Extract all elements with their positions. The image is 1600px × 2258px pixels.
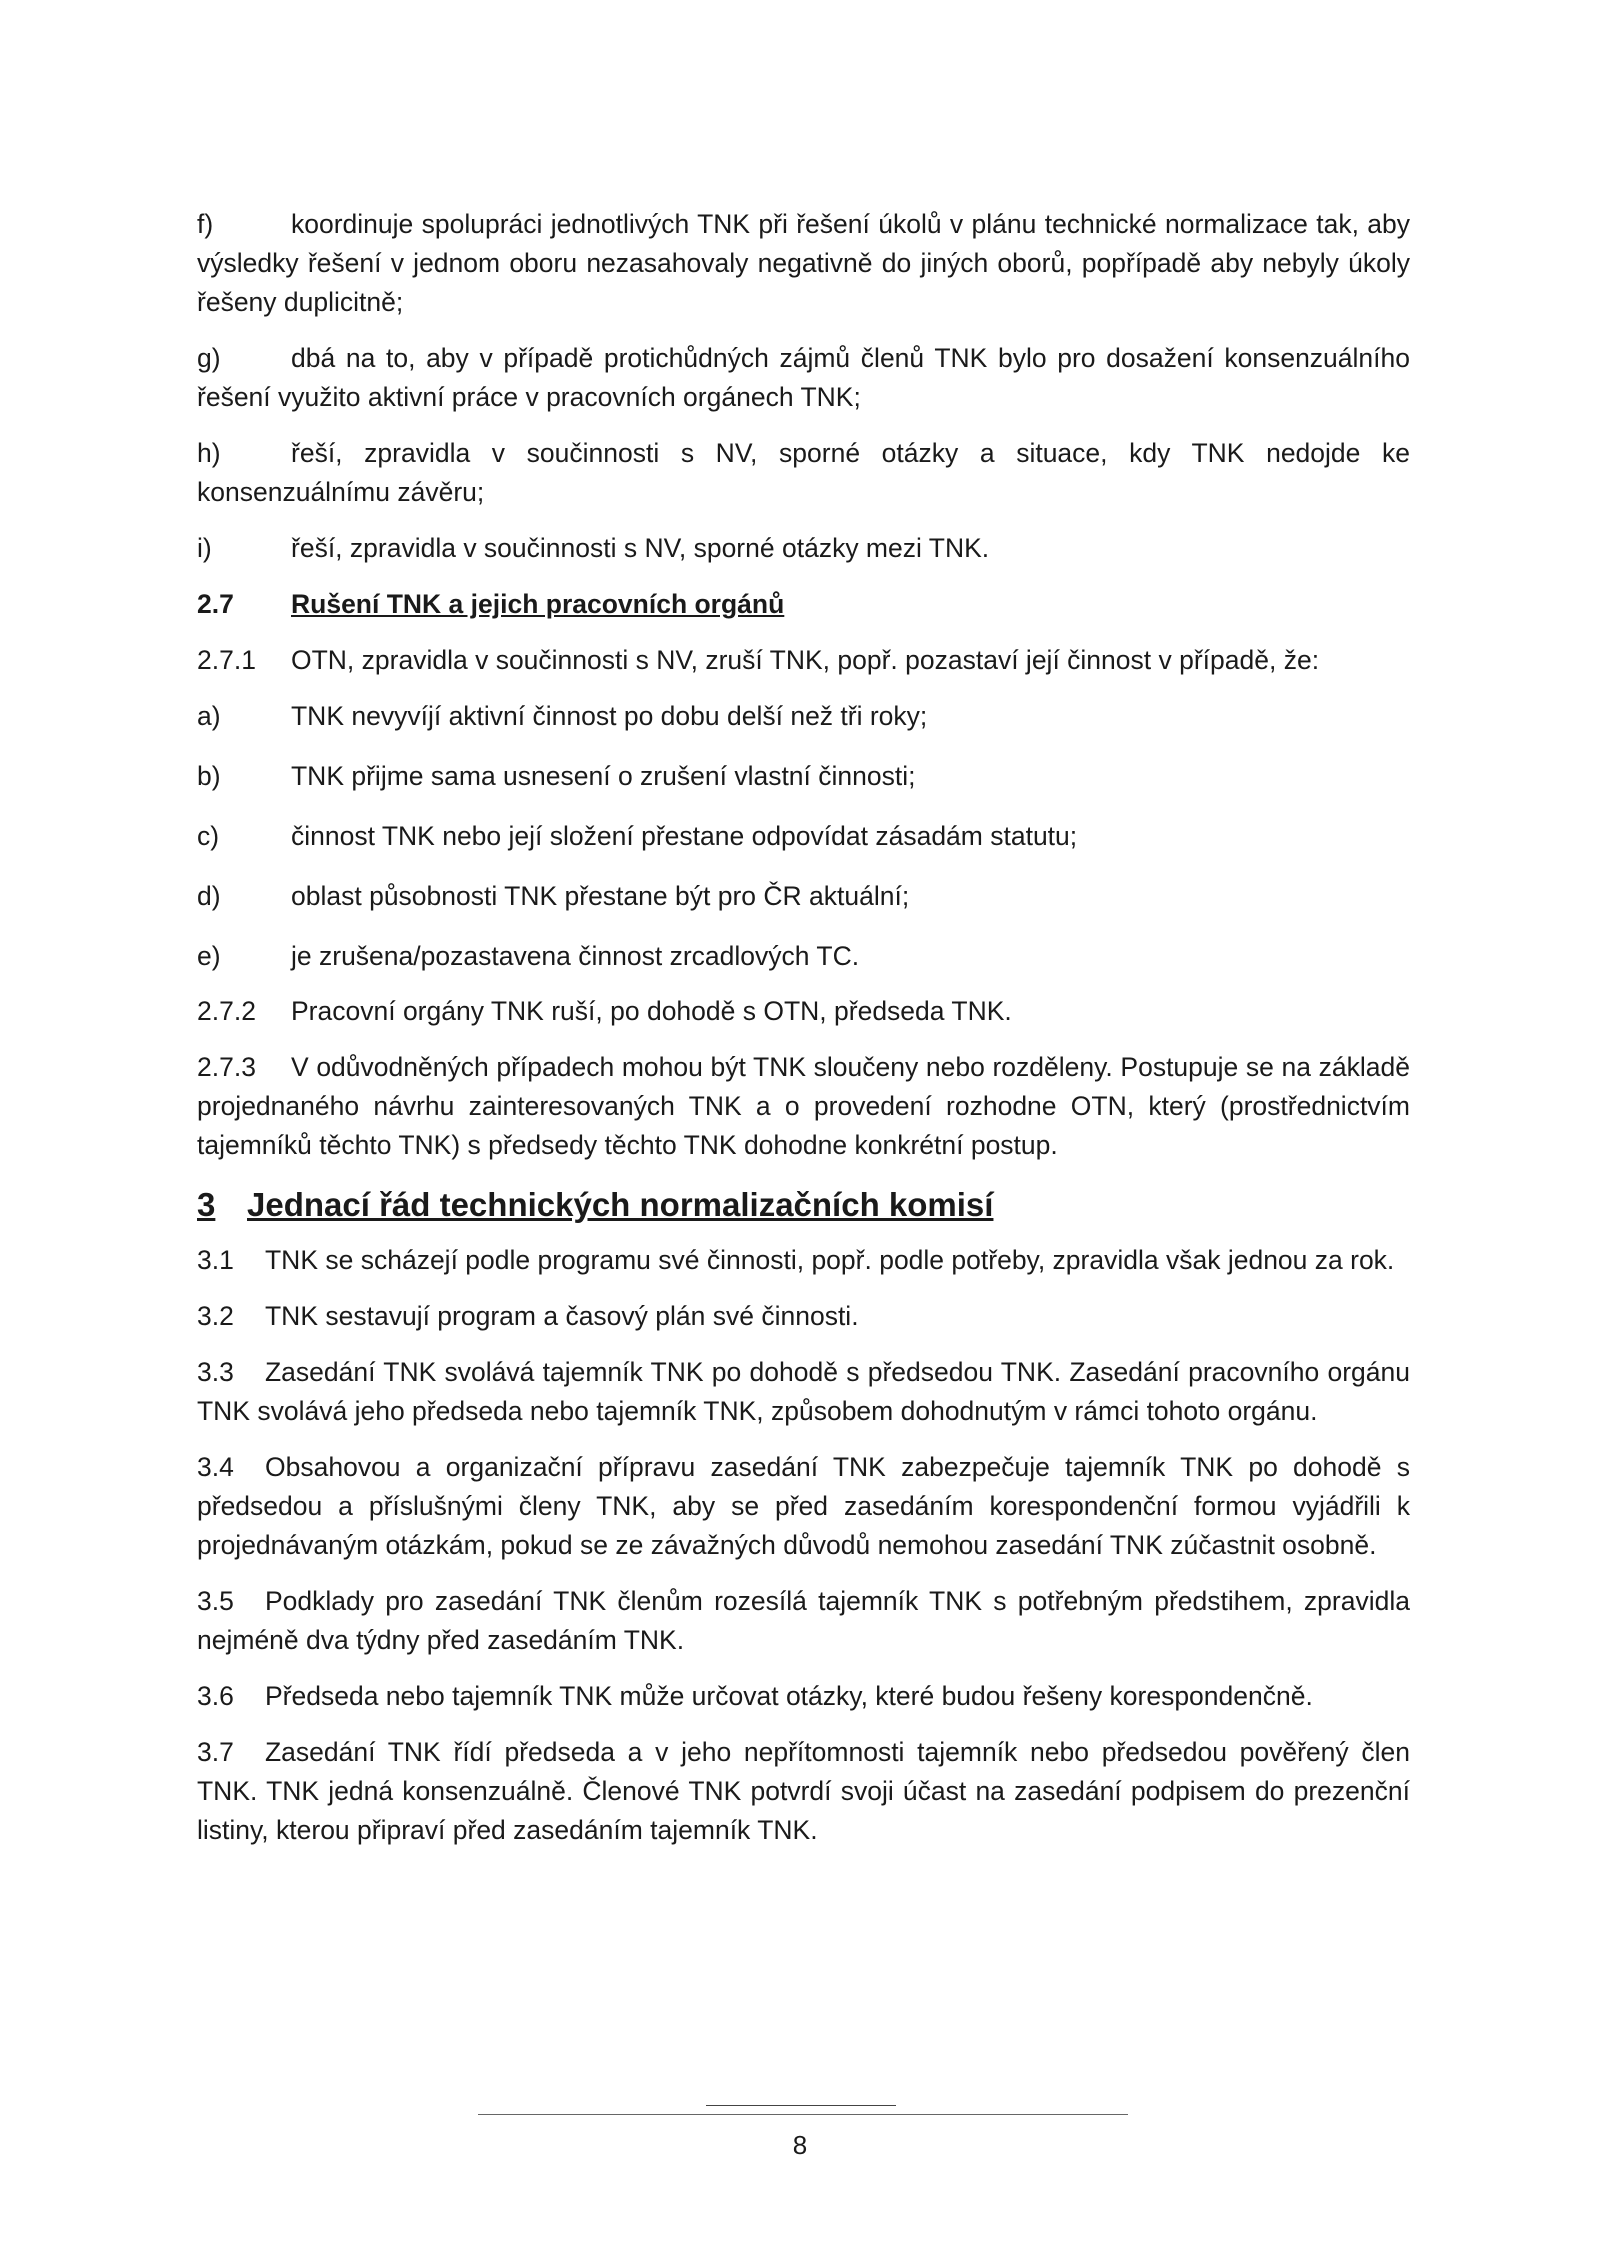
clause-text: Pracovní orgány TNK ruší, po dohodě s OTN, předseda TNK.: [291, 996, 1012, 1026]
item-g-label: g): [197, 343, 221, 373]
item-i: [197, 529, 1410, 568]
clause-text: Podklady pro zasedání TNK členům rozesílá tajemník TNK s potřebným předstihem, zpravidla nejméně dva týdny před zasedáním TNK.: [197, 1586, 1410, 1655]
item-h-label: h): [197, 438, 221, 468]
list-item-c: [197, 817, 1410, 856]
footer-divider-long: [478, 2114, 1128, 2115]
clause-number: 3.6: [197, 1681, 234, 1711]
list-item-label: b): [197, 761, 221, 791]
list-item-text: TNK nevyvíjí aktivní činnost po dobu delší než tři roky;: [291, 701, 928, 731]
list-item-text: činnost TNK nebo její složení přestane odpovídat zásadám statutu;: [291, 821, 1078, 851]
list-item-label: e): [197, 941, 221, 971]
chapter-number: 3: [197, 1186, 216, 1223]
clause-2-7-2: [197, 992, 1410, 1031]
clause-text: TNK se scházejí podle programu své činnosti, popř. podle potřeby, zpravidla však jednou za rok.: [265, 1245, 1395, 1275]
clause-2-7-3: [197, 1048, 1410, 1165]
list-item-a: [197, 697, 1410, 736]
footer-divider: [706, 2105, 896, 2106]
section-title: Rušení TNK a jejich pracovních orgánů: [291, 589, 785, 619]
chapter-title: Jednací řád technických normalizačních komisí: [247, 1186, 994, 1223]
clause-number: 3.5: [197, 1586, 234, 1616]
clause-3-3: [197, 1353, 1410, 1431]
list-item-b: [197, 757, 1410, 796]
clause-number: 3.2: [197, 1301, 234, 1331]
clause-number: 2.7.2: [197, 996, 256, 1026]
clause-3-2: [197, 1297, 1410, 1336]
page-content: [197, 205, 1410, 1867]
clause-text: TNK sestavují program a časový plán své činnosti.: [265, 1301, 859, 1331]
item-f: [197, 205, 1410, 322]
clause-number: 3.4: [197, 1452, 234, 1482]
item-i-label: i): [197, 533, 212, 563]
item-g-text: dbá na to, aby v případě protichůdných zájmů členů TNK bylo pro dosažení konsenzuálního řešení využito aktivní práce v pracovních orgánech TNK;: [197, 343, 1410, 412]
clause-text: V odůvodněných případech mohou být TNK sloučeny nebo rozděleny. Postupuje se na základě projednaného návrhu zainteresovaných TNK a o provedení rozhodne OTN, který (prostřednictvím tajemníků těchto TNK) s předsedy těchto TNK dohodne konkrétní postup.: [197, 1052, 1410, 1160]
item-h-text: řeší, zpravidla v součinnosti s NV, sporné otázky a situace, kdy TNK nedojde ke konsenzuálnímu závěru;: [197, 438, 1410, 507]
list-item-label: d): [197, 881, 221, 911]
clause-number: 3.1: [197, 1245, 234, 1275]
item-g: [197, 339, 1410, 417]
item-i-text: řeší, zpravidla v součinnosti s NV, sporné otázky mezi TNK.: [291, 533, 990, 563]
clause-text: OTN, zpravidla v součinnosti s NV, zruší TNK, popř. pozastaví její činnost v případě, že:: [291, 645, 1320, 675]
clause-3-6: [197, 1677, 1410, 1716]
clause-number: 2.7.1: [197, 645, 256, 675]
section-heading-2-7: [197, 585, 1410, 624]
clause-text: Obsahovou a organizační přípravu zasedání TNK zabezpečuje tajemník TNK po dohodě s předsedou a příslušnými členy TNK, aby se před zasedáním korespondenční formou vyjádřili k projednávaným otázkám, pokud se ze závažných důvodů nemohou zasedání TNK zúčastnit osobně.: [197, 1452, 1410, 1560]
item-f-text: koordinuje spolupráci jednotlivých TNK při řešení úkolů v plánu technické normalizace tak, aby výsledky řešení v jednom oboru nezasahovaly negativně do jiných oborů, popřípadě aby nebyly úkoly řešeny duplicitně;: [197, 209, 1410, 317]
clause-3-1: [197, 1241, 1410, 1280]
clause-text: Zasedání TNK řídí předseda a v jeho nepřítomnosti tajemník nebo předsedou pověřený člen TNK. TNK jedná konsenzuálně. Členové TNK potvrdí svoji účast na zasedání podpisem do prezenční listiny, kterou připraví před zasedáním tajemník TNK.: [197, 1737, 1410, 1845]
clause-number: 2.7.3: [197, 1052, 256, 1082]
clause-3-4: [197, 1448, 1410, 1565]
clause-3-7: [197, 1733, 1410, 1850]
clause-number: 3.3: [197, 1357, 234, 1387]
clause-3-5: [197, 1582, 1410, 1660]
list-item-text: TNK přijme sama usnesení o zrušení vlastní činnosti;: [291, 761, 916, 791]
section-number: 2.7: [197, 589, 234, 619]
list-item-e: [197, 937, 1410, 976]
page-number: 8: [792, 2130, 808, 2160]
clause-text: Zasedání TNK svolává tajemník TNK po dohodě s předsedou TNK. Zasedání pracovního orgánu TNK svolává jeho předseda nebo tajemník TNK, způsobem dohodnutým v rámci tohoto orgánu.: [197, 1357, 1410, 1426]
list-item-text: je zrušena/pozastavena činnost zrcadlových TC.: [291, 941, 860, 971]
clause-text: Předseda nebo tajemník TNK může určovat otázky, které budou řešeny korespondenčně.: [265, 1681, 1313, 1711]
item-h: [197, 434, 1410, 512]
list-item-label: c): [197, 821, 220, 851]
clause-number: 3.7: [197, 1737, 234, 1767]
clause-2-7-1: [197, 641, 1410, 680]
list-item-label: a): [197, 701, 221, 731]
list-item-d: [197, 877, 1410, 916]
chapter-heading-3: [197, 1183, 1410, 1227]
list-item-text: oblast působnosti TNK přestane být pro ČR aktuální;: [291, 881, 910, 911]
item-f-label: f): [197, 209, 214, 239]
